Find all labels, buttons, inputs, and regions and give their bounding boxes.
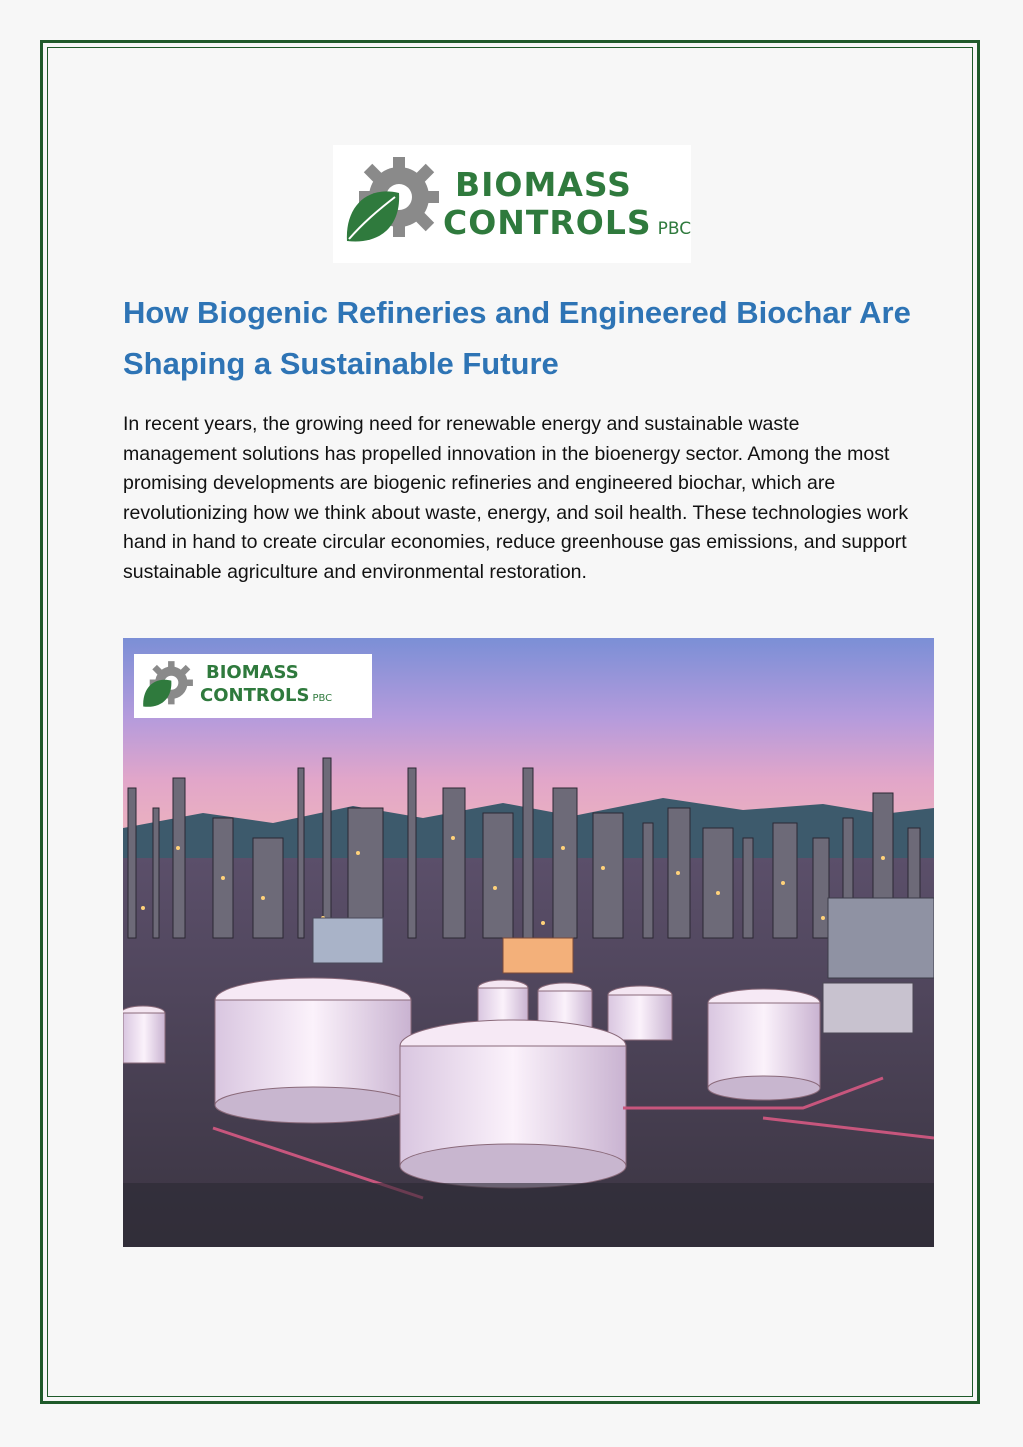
brand-suffix: PBC: [657, 219, 692, 239]
brand-logo: [333, 145, 691, 263]
gear-leaf-icon: [341, 153, 441, 253]
brand-name-line1: BIOMASS: [455, 165, 632, 204]
brand-name-line2: [443, 203, 691, 242]
gear-leaf-icon: [140, 659, 194, 713]
article-paragraph: In recent years, the growing need for renewable energy and sustainable waste management solutions has propelled innovation in the bioenergy sector. Among the most promising developments are biogenic refineries and engineered biochar, which are revolutionizing how we think about waste, energy, and soil health. These technologies work hand in hand to create circular economies, reduce greenhouse gas emissions, and support sustainable agriculture and environmental restoration.: [123, 413, 909, 583]
refinery-illustration: [123, 638, 934, 1247]
photo-brand-line1: BIOMASS: [206, 662, 299, 683]
photo-brand-controls: CONTROLS: [200, 685, 310, 706]
refinery-photo: [123, 638, 934, 1247]
photo-brand-logo: [134, 654, 372, 718]
photo-brand-line2: [200, 685, 332, 706]
article-title: How Biogenic Refineries and Engineered Biochar Are Shaping a Sustainable Future: [123, 295, 911, 381]
brand-name-controls: CONTROLS: [443, 203, 652, 242]
photo-brand-suffix: PBC: [312, 693, 333, 704]
